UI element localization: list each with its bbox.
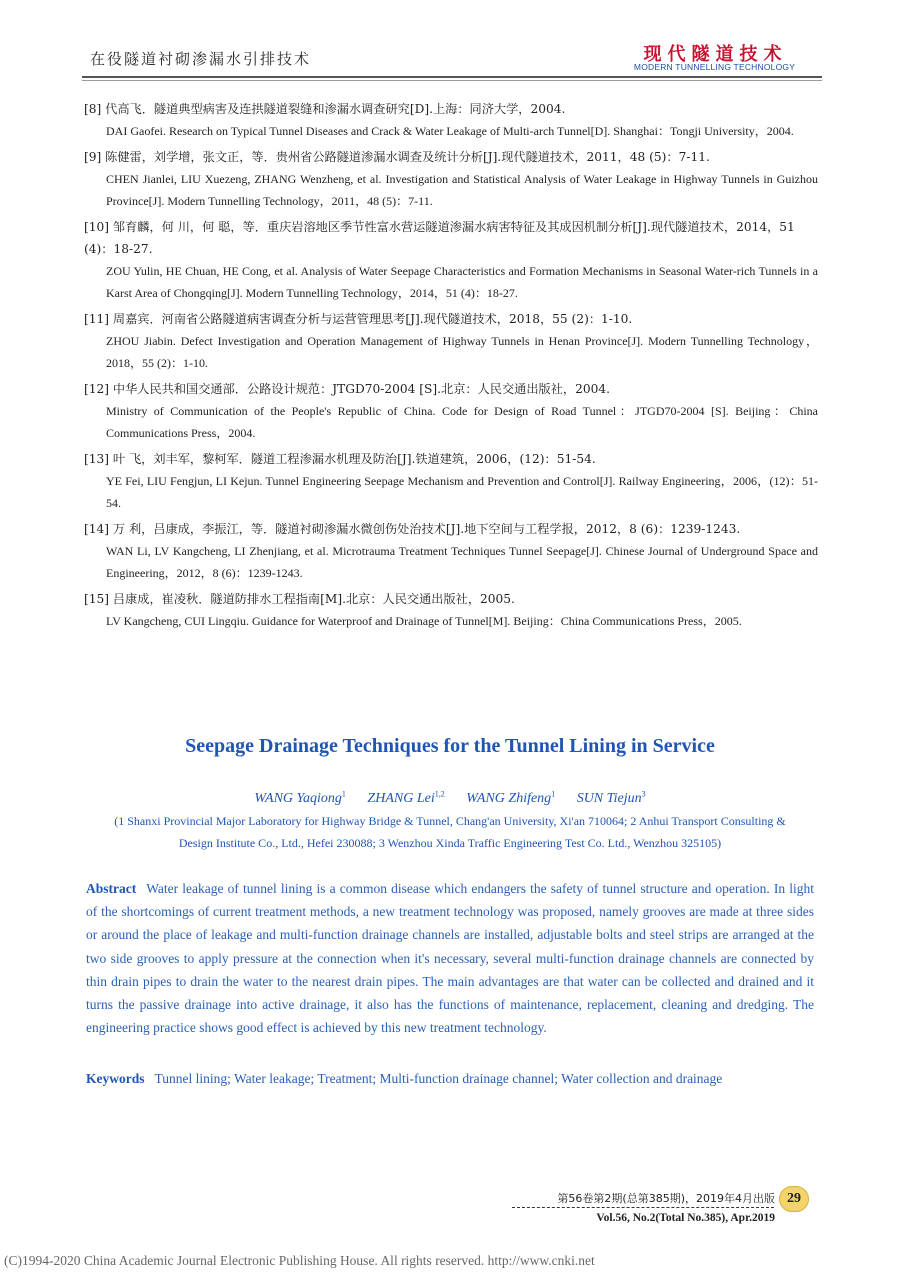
- reference-en: Ministry of Communication of the People's Republic of China. Code for Design of Road Tunnel：JTGD70-2004 [S]. Beijing：China Communications Press，2004.: [106, 404, 818, 440]
- author: [367, 791, 444, 806]
- reference-en: ZOU Yulin, HE Chuan, HE Cong, et al. Analysis of Water Seepage Characteristics and Formation Mechanisms in Seasonal Water-rich Tunnels in a Karst Area of Chongqing[J]. Modern Tunnelling Technology，2014，51 (4)：18-27.: [106, 264, 818, 300]
- journal-title-cn: 现代隧道技术: [643, 44, 788, 65]
- author-name: WANG Zhifeng: [466, 790, 552, 806]
- author-list: [0, 789, 900, 807]
- keywords-text: Tunnel lining; Water leakage; Treatment; Multi-function drainage channel; Water collection and drainage: [154, 1071, 723, 1086]
- author-affiliation-mark: 1: [341, 789, 346, 798]
- reference-cn: [14] 万 利，吕康成，李振江，等．隧道衬砌渗漏水微创伤处治技术[J].地下空间与工程学报，2012，8 (6)：1239-1243.: [84, 522, 741, 536]
- reference-item: [84, 518, 818, 584]
- reference-en: ZHOU Jiabin. Defect Investigation and Operation Management of Highway Tunnels in Henan Province[J]. Modern Tunnelling Technology，2018，55 (2)：1-10.: [106, 334, 818, 370]
- reference-cn: [8] 代高飞．隧道典型病害及连拱隧道裂缝和渗漏水调查研究[D].上海：同济大学，2004.: [84, 102, 566, 116]
- reference-cn: [15] 吕康成，崔凌秋．隧道防排水工程指南[M].北京：人民交通出版社，2005.: [84, 592, 515, 606]
- reference-item: [84, 588, 818, 632]
- reference-en: YE Fei, LIU Fengjun, LI Kejun. Tunnel Engineering Seepage Mechanism and Prevention and Control[J]. Railway Engineering，2006，(12)：51-54.: [106, 474, 818, 510]
- author-name: ZHANG Lei: [367, 790, 435, 806]
- keywords: [86, 1067, 814, 1090]
- abstract: [86, 877, 814, 1039]
- reference-cn: [12] 中华人民共和国交通部．公路设计规范：JTGD70-2004 [S].北京：人民交通出版社，2004.: [84, 382, 610, 396]
- reference-list: [84, 98, 818, 636]
- copyright-notice: (C)1994-2020 China Academic Journal Electronic Publishing House. All rights reserved. http://www.cnki.net: [4, 1253, 595, 1268]
- page-number: 29: [779, 1186, 809, 1212]
- affiliation: (1 Shanxi Provincial Major Laboratory for Highway Bridge & Tunnel, Chang'an University, Xi'an 710064; 2 Anhui Transport Consulting & Design Institute Co., Ltd., Hefei 230088; 3 Wenzhou Xinda Traffic Engineering Test Co. Ltd., Wenzhou 325105): [114, 814, 786, 850]
- reference-cn: [11] 周嘉宾．河南省公路隧道病害调查分析与运营管理思考[J].现代隧道技术，2018，55 (2)：1-10.: [84, 312, 633, 326]
- reference-item: [84, 308, 818, 374]
- reference-item: [84, 216, 818, 304]
- running-title: 在役隧道衬砌渗漏水引排技术: [90, 50, 312, 68]
- header-rule: [82, 76, 822, 78]
- abstract-label: Abstract: [86, 881, 137, 896]
- author-name: SUN Tiejun: [576, 790, 642, 806]
- paper-title: Seepage Drainage Techniques for the Tunnel Lining in Service: [185, 735, 715, 757]
- keywords-label: Keywords: [86, 1071, 145, 1086]
- reference-en: LV Kangcheng, CUI Lingqiu. Guidance for Waterproof and Drainage of Tunnel[M]. Beijing：China Communications Press，2005.: [106, 614, 742, 628]
- footer-issue-en: Vol.56, No.2(Total No.385), Apr.2019: [596, 1212, 775, 1224]
- footer-rule: [512, 1207, 774, 1208]
- reference-item: [84, 98, 818, 142]
- reference-item: [84, 448, 818, 514]
- reference-item: [84, 378, 818, 444]
- reference-cn: [10] 邹育麟，何 川，何 聪，等．重庆岩溶地区季节性富水营运隧道渗漏水病害特征及其成因机制分析[J].现代隧道技术，2014，51 (4)：18-27.: [84, 220, 795, 256]
- reference-item: [84, 146, 818, 212]
- abstract-text: Water leakage of tunnel lining is a common disease which endangers the safety of tunnel structure and operation. In light of the shortcomings of current treatment methods, a new treatment technology was proposed, namely grooves are made at three sides or around the place of leakage and multi-function drainage channels are installed, adjustable bolts and steel strips are arranged at the two side grooves to apply pressure at the connection when it's necessary, several multi-function drainage channels are connected by thin drain pipes to drain the water to the nearest drain pipes. The main advantages are that water can be collected and drained and it turns the passive drainage into active drainage, it also has the functions of maintenance, replacement, cleaning and dredging. The engineering practice shows good effect is achieved by this new treatment technology.: [86, 881, 814, 1036]
- author-affiliation-mark: 1,2: [434, 789, 445, 798]
- reference-cn: [13] 叶 飞，刘丰军，黎柯军．隧道工程渗漏水机理及防治[J].铁道建筑，2006，(12)：51-54.: [84, 452, 596, 466]
- reference-cn: [9] 陈健雷，刘学增，张文正，等．贵州省公路隧道渗漏水调查及统计分析[J].现代隧道技术，2011，48 (5)：7-11.: [84, 150, 710, 164]
- reference-en: WAN Li, LV Kangcheng, LI Zhenjiang, et al. Microtrauma Treatment Techniques Tunnel Seepage[J]. Chinese Journal of Underground Space and Engineering，2012，8 (6)：1239-1243.: [106, 544, 818, 580]
- author-name: WANG Yaqiong: [254, 790, 342, 806]
- journal-title-en: MODERN TUNNELLING TECHNOLOGY: [633, 62, 796, 72]
- author: [577, 791, 646, 806]
- author: [466, 791, 555, 806]
- author-affiliation-mark: 3: [641, 789, 646, 798]
- header-rule-thin: [82, 80, 822, 81]
- author-affiliation-mark: 1: [551, 789, 556, 798]
- author: [254, 791, 346, 806]
- reference-en: DAI Gaofei. Research on Typical Tunnel Diseases and Crack & Water Leakage of Multi-arch Tunnel[D]. Shanghai：Tongji University，2004.: [106, 124, 794, 138]
- reference-en: CHEN Jianlei, LIU Xuezeng, ZHANG Wenzheng, et al. Investigation and Statistical Analysis of Water Leakage in Highway Tunnels in Guizhou Province[J]. Modern Tunnelling Technology，2011，48 (5)：7-11.: [106, 172, 818, 208]
- footer-issue-cn: 第56卷第2期(总第385期)，2019年4月出版: [557, 1192, 775, 1205]
